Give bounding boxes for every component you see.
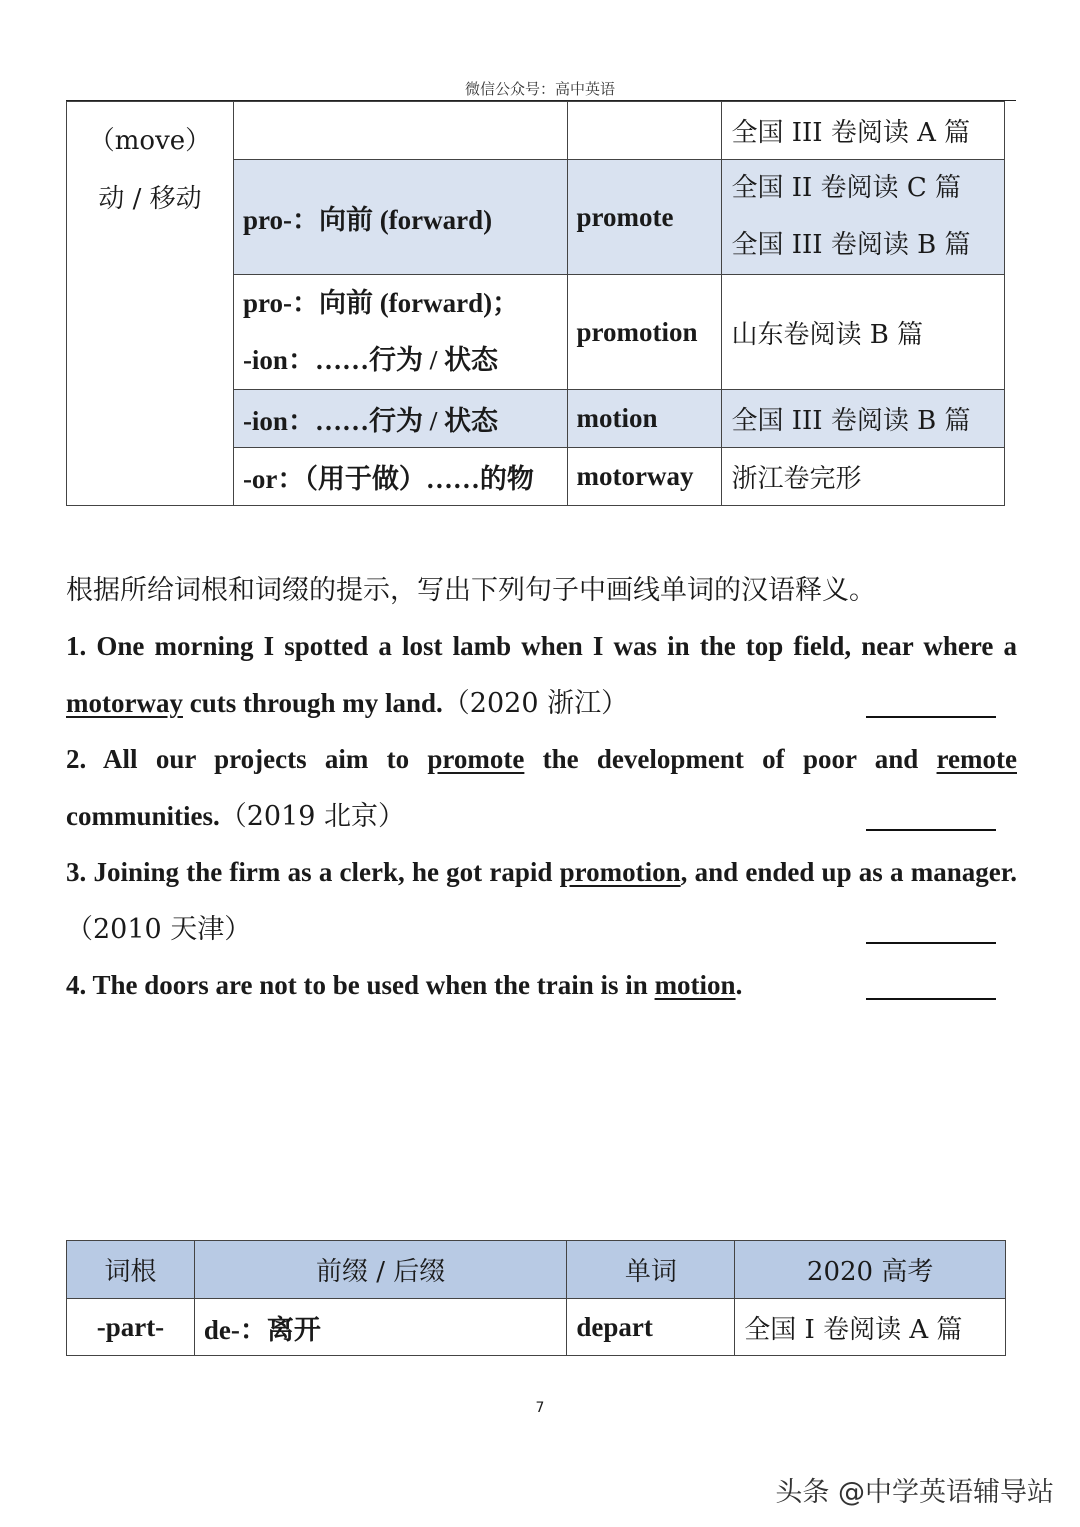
q-text: 2. All our projects aim to — [66, 744, 428, 774]
root-word: （move） — [88, 126, 212, 156]
answer-blank-1[interactable] — [866, 716, 996, 718]
question-3 — [66, 844, 1017, 958]
affix-line: -ion：……行为 / 状态 — [242, 345, 498, 375]
q-text: communities. — [66, 801, 220, 831]
affix-cell: de-：离开 — [194, 1299, 567, 1356]
root-cell: -part- — [67, 1299, 195, 1356]
underlined-word: promotion — [559, 857, 681, 887]
source-cell: 全国 III 卷阅读 B 篇 — [722, 390, 1005, 448]
affix-cell — [233, 275, 567, 390]
instruction: 根据所给词根和词缀的提示，写出下列句子中画线单词的汉语释义。 — [66, 575, 876, 606]
underlined-word: promote — [427, 744, 525, 774]
answer-blank-2[interactable] — [866, 829, 996, 831]
q-text: 4. The doors are not to be used when the train is in — [66, 970, 655, 1000]
q-source: （2019 北京） — [219, 801, 406, 832]
underlined-word: remote — [936, 744, 1017, 774]
affix-cell: -or：（用于做）……的物 — [233, 448, 567, 506]
root-meaning: 动 / 移动 — [98, 184, 202, 214]
word-cell: depart — [567, 1299, 735, 1356]
source-cell: 山东卷阅读 B 篇 — [722, 275, 1005, 390]
underlined-word: motion — [654, 970, 736, 1000]
q-text: cuts through my land. — [182, 688, 443, 718]
source-cell: 浙江卷完形 — [722, 448, 1005, 506]
q-text: 1. One morning I spotted a lost lamb when I was in the top field, near where a — [66, 631, 1017, 661]
word-cell: motion — [567, 390, 722, 448]
word-root-table-move — [66, 101, 1005, 506]
word-cell: motorway — [567, 448, 722, 506]
root-cell — [67, 102, 234, 506]
q-source: （2010 天津） — [66, 914, 252, 945]
question-1 — [66, 618, 1017, 732]
affix-cell: -ion：……行为 / 状态 — [233, 390, 567, 448]
q-text: the development of poor and — [524, 744, 937, 774]
affix-line: pro-：向前 (forward)； — [242, 288, 520, 318]
word-cell: promote — [567, 160, 722, 275]
q-source: （2020 浙江） — [442, 688, 629, 719]
answer-blank-4[interactable] — [866, 998, 996, 1000]
source-line: 全国 II 卷阅读 C 篇 — [731, 173, 961, 203]
q-text: . — [735, 970, 743, 1000]
header-word: 单词 — [567, 1241, 735, 1299]
header-affix: 前缀 / 后缀 — [194, 1241, 567, 1299]
underlined-word: motorway — [66, 688, 183, 718]
source-line: 全国 III 卷阅读 B 篇 — [731, 230, 971, 260]
page-number: 7 — [535, 1400, 545, 1416]
word-cell — [567, 102, 722, 160]
question-2 — [66, 731, 1017, 845]
question-4 — [66, 957, 1017, 1014]
watermark: 头条 @中学英语辅导站 — [775, 1477, 1054, 1508]
word-root-table-part — [66, 1240, 1006, 1356]
source-cell: 全国 I 卷阅读 A 篇 — [735, 1299, 1006, 1356]
answer-blank-3[interactable] — [866, 942, 996, 944]
page-header: 微信公众号：高中英语 — [464, 80, 615, 98]
source-cell — [722, 160, 1005, 275]
affix-cell: pro-：向前 (forward) — [233, 160, 567, 275]
affix-cell — [233, 102, 567, 160]
word-cell: promotion — [567, 275, 722, 390]
source-cell: 全国 III 卷阅读 A 篇 — [722, 102, 1005, 160]
header-exam: 2020 高考 — [735, 1241, 1006, 1299]
q-text: , and ended up as a manager. — [680, 857, 1017, 887]
header-root: 词根 — [67, 1241, 195, 1299]
q-text: 3. Joining the firm as a clerk, he got rapid — [66, 857, 560, 887]
